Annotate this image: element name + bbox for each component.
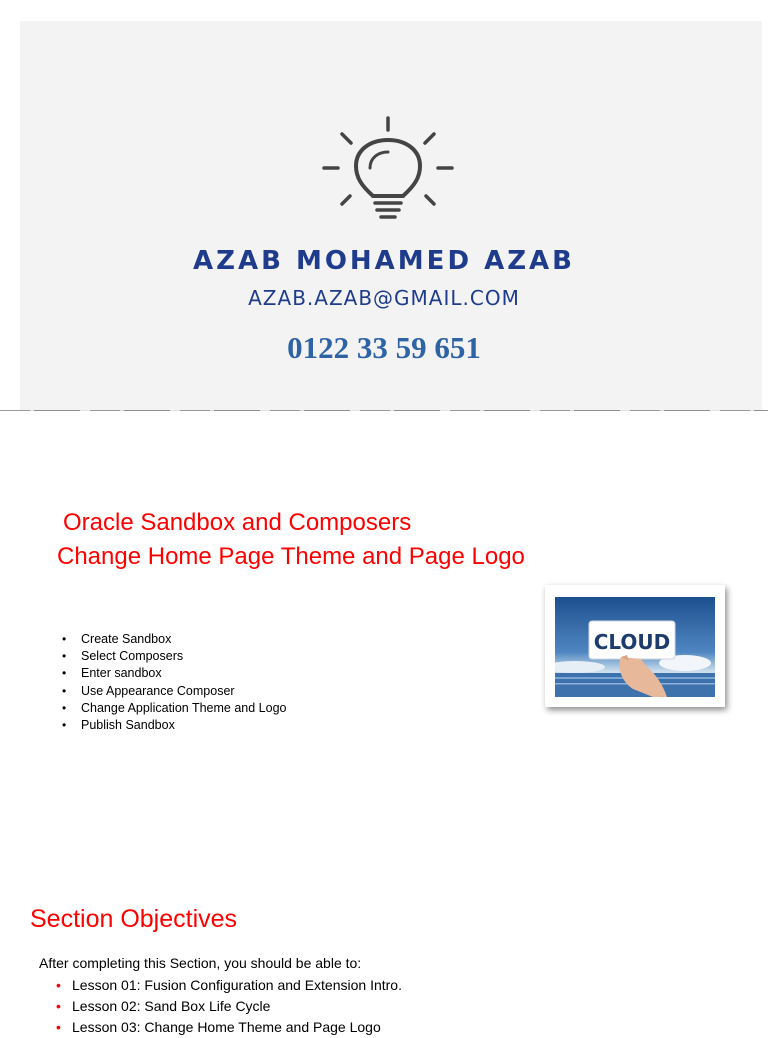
- cloud-hand-illustration: [555, 597, 715, 697]
- page-divider: [0, 410, 768, 411]
- list-item: • Create Sandbox: [62, 631, 286, 648]
- list-item: • Lesson 01: Fusion Configuration and Extension Intro.: [56, 975, 402, 996]
- slide-title-line1: Oracle Sandbox and Composers: [63, 509, 412, 536]
- card-phone: 0122 33 59 651: [287, 330, 481, 365]
- topic-bullet-list: [62, 631, 286, 734]
- section-objectives-title: Section Objectives: [30, 905, 238, 933]
- lesson-list: [56, 975, 402, 1038]
- list-item: • Lesson 02: Sand Box Life Cycle: [56, 996, 402, 1017]
- list-item: • Use Appearance Composer: [62, 683, 286, 700]
- card-email: AZAB.AZAB@GMAIL.COM: [248, 286, 520, 310]
- list-item: • Select Composers: [62, 648, 286, 665]
- card-name: AZAB MOHAMED AZAB: [192, 246, 575, 276]
- slide-title-line2: Change Home Page Theme and Page Logo: [57, 543, 525, 570]
- list-item: • Publish Sandbox: [62, 717, 286, 734]
- list-item: • Change Application Theme and Logo: [62, 700, 286, 717]
- cloud-sign-text: CLOUD: [593, 630, 671, 654]
- list-item: • Enter sandbox: [62, 665, 286, 682]
- lightbulb-icon: [318, 114, 458, 224]
- list-item: • Lesson 03: Change Home Theme and Page Logo: [56, 1017, 402, 1038]
- cloud-photo: [545, 585, 725, 707]
- objectives-intro: After completing this Section, you should be able to:: [39, 955, 362, 971]
